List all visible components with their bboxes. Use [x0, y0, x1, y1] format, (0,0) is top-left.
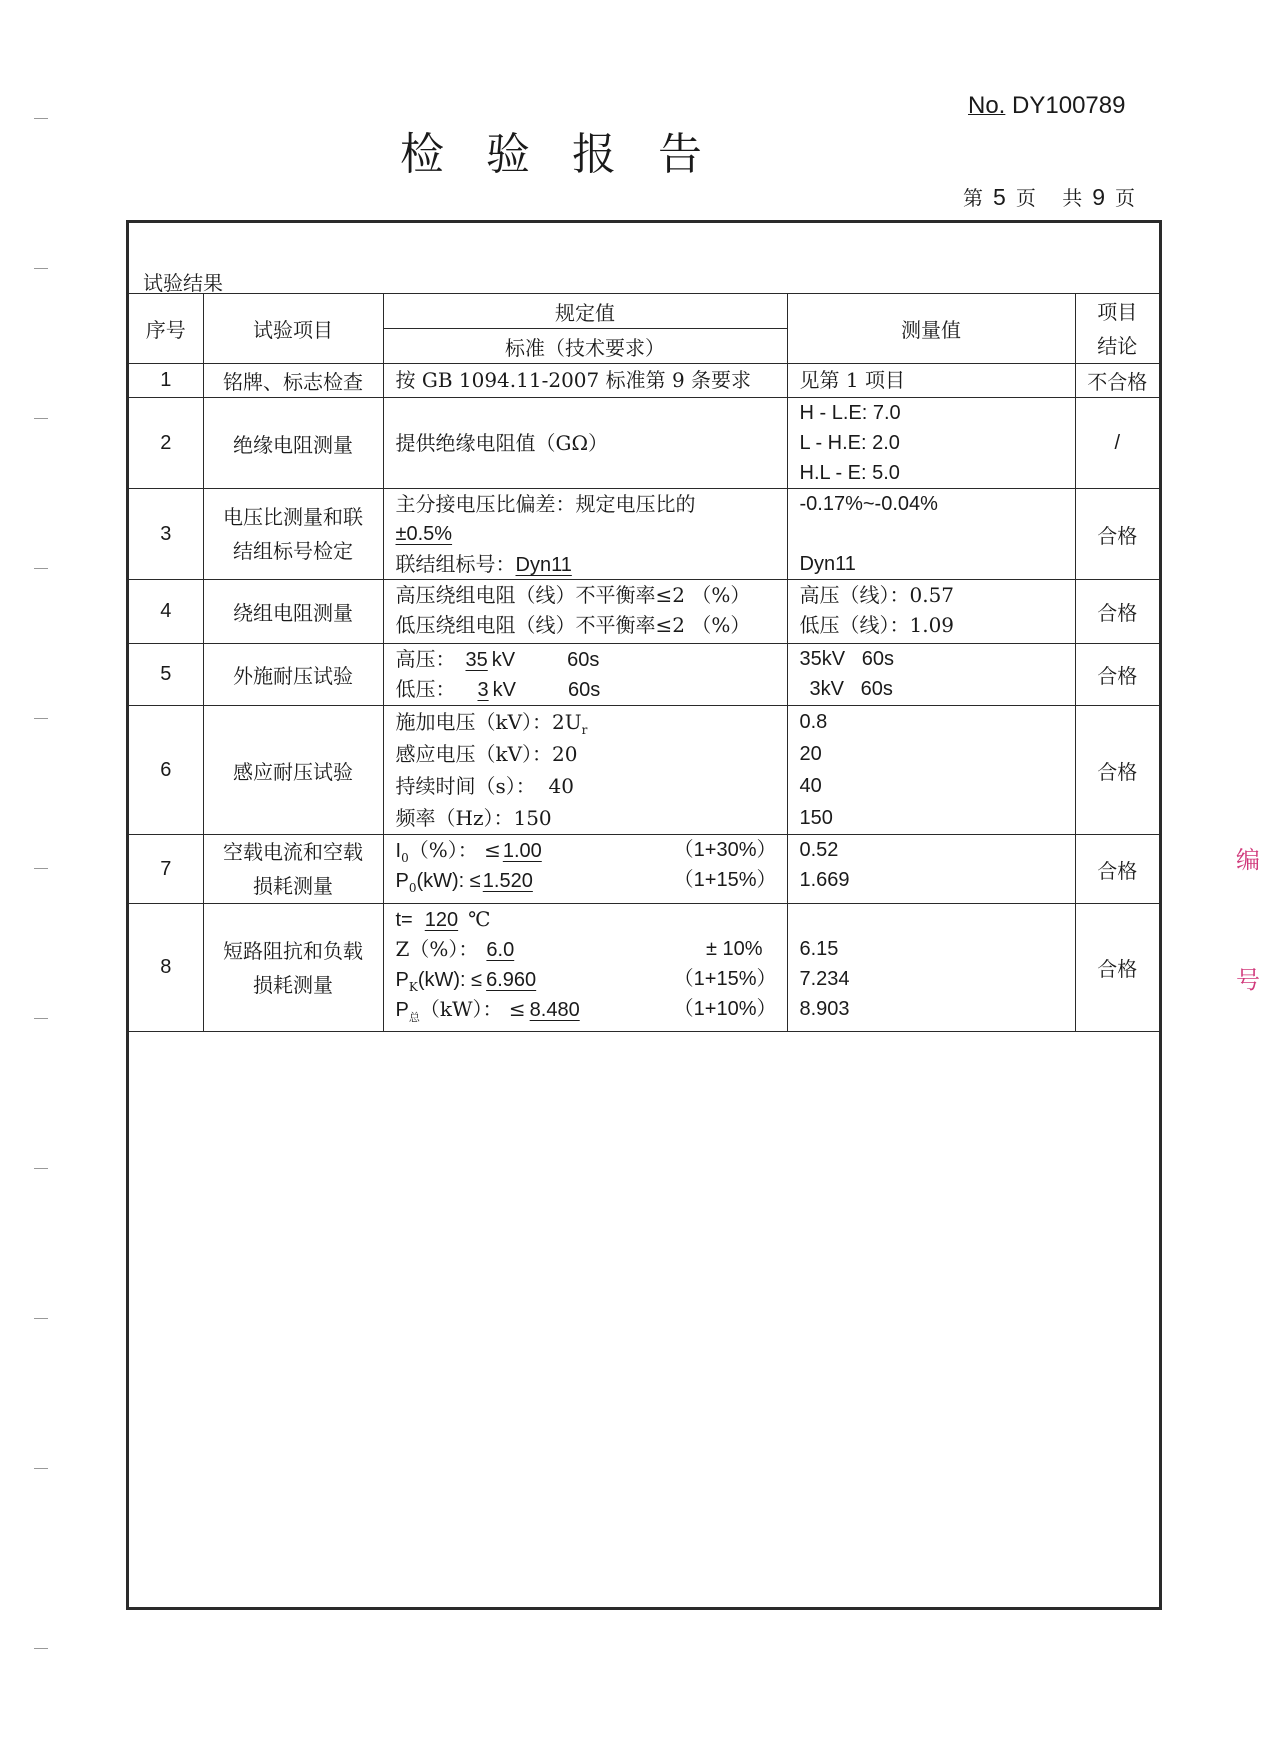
report-frame	[126, 220, 1162, 1610]
row-number: 1	[129, 364, 203, 398]
conclusion: 合格	[1075, 580, 1159, 644]
standard-requirement: 按 GB 1094.11-2007 标准第 9 条要求	[383, 364, 787, 398]
header-standard: 标准（技术要求）	[383, 329, 787, 364]
standard-requirement: 施加电压（kV）：$2U_r$ 感应电压（kV）：20 持续时间（s）： 40 频率（Hz）：150	[383, 706, 787, 835]
header-spec: 规定值	[383, 294, 787, 329]
table-row	[129, 580, 1159, 644]
report-number-value: DY100789	[1012, 92, 1126, 119]
conclusion: 合格	[1075, 835, 1159, 904]
standard-requirement: 高压： 35 kV 60s 低压： 3 kV 60s	[383, 644, 787, 706]
standard-requirement: 高压绕组电阻（线）不平衡率≤2 （%） 低压绕组电阻（线）不平衡率≤2 （%）	[383, 580, 787, 644]
row-number: 7	[129, 835, 203, 904]
measured-value: 35kV 60s 3kV 60s	[787, 644, 1075, 706]
table-row	[129, 398, 1159, 489]
table-row	[129, 835, 1159, 904]
row-number: 6	[129, 706, 203, 835]
test-item: 铭牌、标志检查	[203, 364, 383, 398]
header-item: 试验项目	[203, 294, 383, 364]
table-header-row	[129, 294, 1159, 329]
table-row	[129, 644, 1159, 706]
header-measured: 测量值	[787, 294, 1075, 364]
test-item: 电压比测量和联 结组标号检定	[203, 489, 383, 580]
measured-value: 0.8 20 40 150	[787, 706, 1075, 835]
standard-requirement: t= 120 ℃ Z（%）： 6.0 ± 10% $P_K(kW)$: ≤ 6.960 （1+15%） $P_总(kW)$： ≤ 8.480 （1+10%）	[383, 904, 787, 1032]
conclusion: 不合格	[1075, 364, 1159, 398]
test-item: 感应耐压试验	[203, 706, 383, 835]
measured-value: -0.17%~-0.04% Dyn11	[787, 489, 1075, 580]
test-item: 空载电流和空载 损耗测量	[203, 835, 383, 904]
table-row	[129, 904, 1159, 1032]
row-number: 4	[129, 580, 203, 644]
header-seq: 序号	[129, 294, 203, 364]
standard-requirement: $I_0(\%)$： ≤ 1.00 （1+30%） $P_0(kW)$: ≤ 1.520 （1+15%）	[383, 835, 787, 904]
measured-value: H - L.E: 7.0 L - H.E: 2.0 H.L - E: 5.0	[787, 398, 1075, 489]
measured-value: 0.52 1.669	[787, 835, 1075, 904]
report-number	[968, 92, 1125, 120]
row-number: 3	[129, 489, 203, 580]
section-title: 试验结果	[143, 271, 223, 295]
test-item: 绕组电阻测量	[203, 580, 383, 644]
table-row	[129, 706, 1159, 835]
page-number: 5	[993, 184, 1006, 210]
conclusion: 合格	[1075, 489, 1159, 580]
measured-value: 高压（线）：0.57 低压（线）：1.09	[787, 580, 1075, 644]
conclusion: /	[1075, 398, 1159, 489]
report-number-label: No.	[968, 92, 1006, 119]
test-item: 绝缘电阻测量	[203, 398, 383, 489]
conclusion: 合格	[1075, 644, 1159, 706]
binding-margin-marks	[34, 0, 48, 1755]
page-indicator: 第 5 页 共 9 页	[963, 184, 1135, 210]
report-title: 检验报告	[400, 129, 744, 180]
row-number: 2	[129, 398, 203, 489]
table-row	[129, 364, 1159, 398]
standard-requirement: 主分接电压比偏差：规定电压比的 ±0.5% 联结组标号：Dyn11	[383, 489, 787, 580]
page-total: 9	[1092, 184, 1105, 210]
measured-value: 6.15 7.234 8.903	[787, 904, 1075, 1032]
standard-requirement: 提供绝缘电阻值（GΩ）	[383, 398, 787, 489]
table-row	[129, 489, 1159, 580]
results-table	[129, 293, 1159, 1032]
red-seal-stamp-fragment: 编 号	[1236, 846, 1260, 994]
test-item: 短路阻抗和负载 损耗测量	[203, 904, 383, 1032]
test-item: 外施耐压试验	[203, 644, 383, 706]
conclusion: 合格	[1075, 904, 1159, 1032]
header-conclusion: 项目 结论	[1075, 294, 1159, 364]
row-number: 5	[129, 644, 203, 706]
conclusion: 合格	[1075, 706, 1159, 835]
measured-value: 见第 1 项目	[787, 364, 1075, 398]
row-number: 8	[129, 904, 203, 1032]
